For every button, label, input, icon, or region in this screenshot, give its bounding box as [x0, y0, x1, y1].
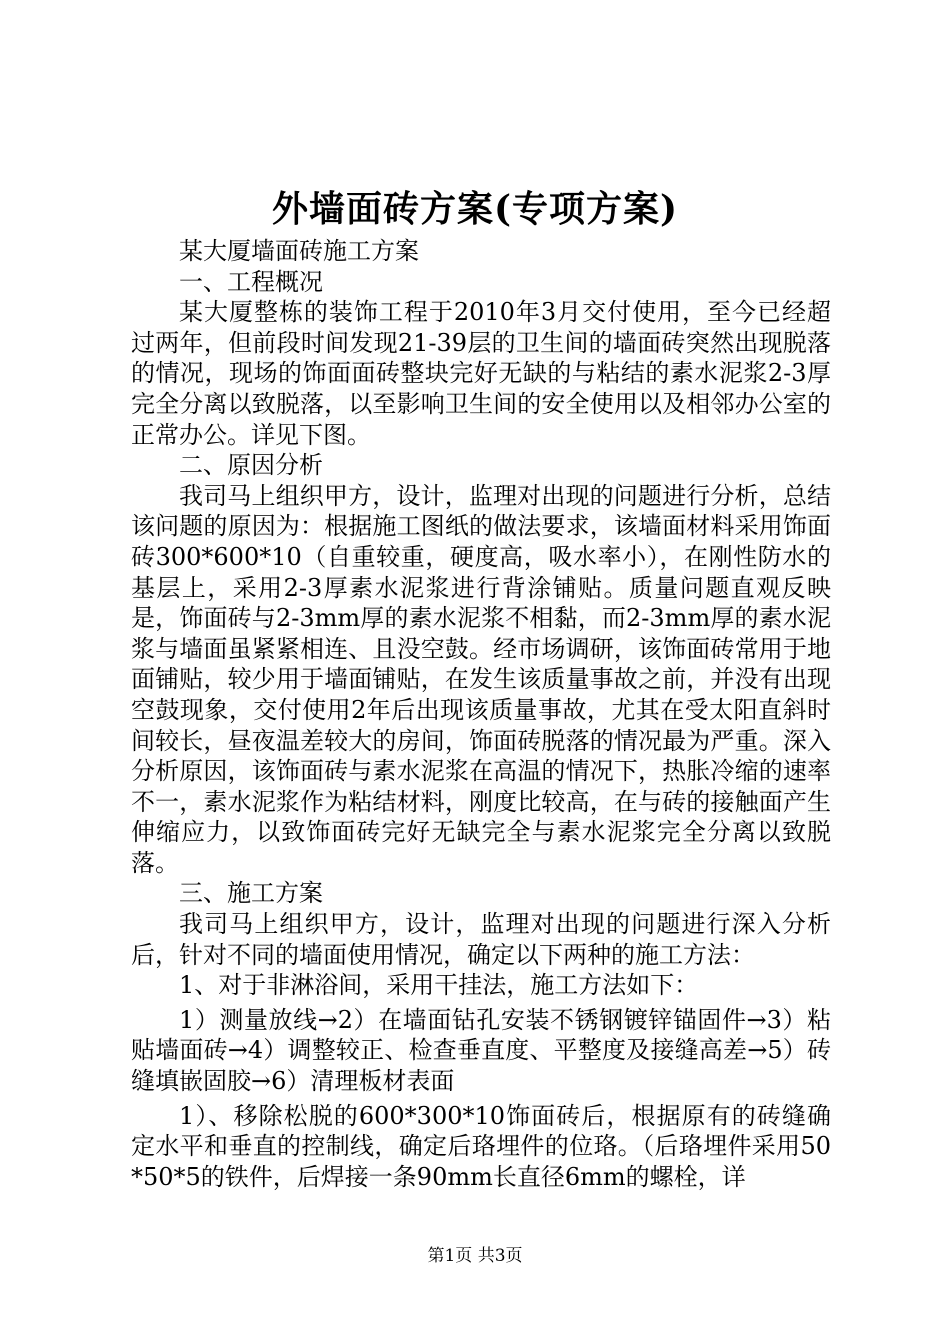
section-heading-plan: 三、施工方案: [179, 879, 323, 908]
paragraph-method-one: 1、对于非淋浴间，采用干挂法，施工方法如下：: [179, 971, 699, 1000]
paragraph-steps: 1）测量放线→2）在墙面钻孔安装不锈钢镀锌锚固件→3）粘贴墙面砖→4）调整较正、检查垂直度、平整度及接缝高差→5）砖缝填嵌固胶→6）清理板材表面: [131, 1005, 831, 1096]
page-footer: 第1页 共3页: [427, 1246, 523, 1266]
paragraph-step-detail: 1）、移除松脱的600*300*10饰面砖后，根据原有的砖缝确定水平和垂直的控制线，确定后珞埋件的位珞。（后珞埋件采用50*50*5的铁件，后焊接一条90mm长直径6mm的螺栓，详: [131, 1101, 831, 1191]
section-heading-cause: 二、原因分析: [179, 451, 323, 480]
paragraph-subtitle: 某大厦墙面砖施工方案: [179, 237, 419, 265]
document-body: [131, 236, 831, 1192]
document-title: 外墙面砖方案(专项方案): [271, 188, 679, 230]
paragraph-plan-intro: 我司马上组织甲方，设计，监理对出现的问题进行深入分析后，针对不同的墙面使用情况，确定以下两种的施工方法：: [131, 910, 831, 969]
paragraph-overview: 某大厦整栋的装饰工程于2010年3月交付使用，至今已经超过两年，但前段时间发现21-39层的卫生间的墙面砖突然出现脱落的情况，现场的饰面面砖整块完好无缺的与粘结的素水泥浆2-3厚完全分离以致脱落，以至影响卫生间的安全使用以及相邻办公室的正常办公。详见下图。: [131, 298, 831, 449]
paragraph-cause: 我司马上组织甲方，设计，监理对出现的问题进行分析，总结该问题的原因为：根据施工图纸的做法要求，该墙面材料采用饰面砖300*600*10（自重较重，硬度高，吸水率小），在刚性防水的基层上，采用2-3厚素水泥浆进行背涂铺贴。质量问题直观反映是，饰面砖与2-3mm厚的素水泥浆不相黏，而2-3mm厚的素水泥浆与墙面虽紧紧相连、且没空鼓。经市场调研，该饰面砖常用于地面铺贴，较少用于墙面铺贴，在发生该质量事故之前，并没有出现空鼓现象，交付使用2年后出现该质量事故，尤其在受太阳直斜时间较长，昼夜温差较大的房间，饰面砖脱落的情况最为严重。深入分析原因，该饰面砖与素水泥浆在高温的情况下，热胀冷缩的速率不一，素水泥浆作为粘结材料，刚度比较高，在与砖的接触面产生伸缩应力，以致饰面砖完好无缺完全与素水泥浆完全分离以致脱落。: [131, 481, 831, 877]
section-heading-overview: 一、工程概况: [179, 267, 323, 296]
